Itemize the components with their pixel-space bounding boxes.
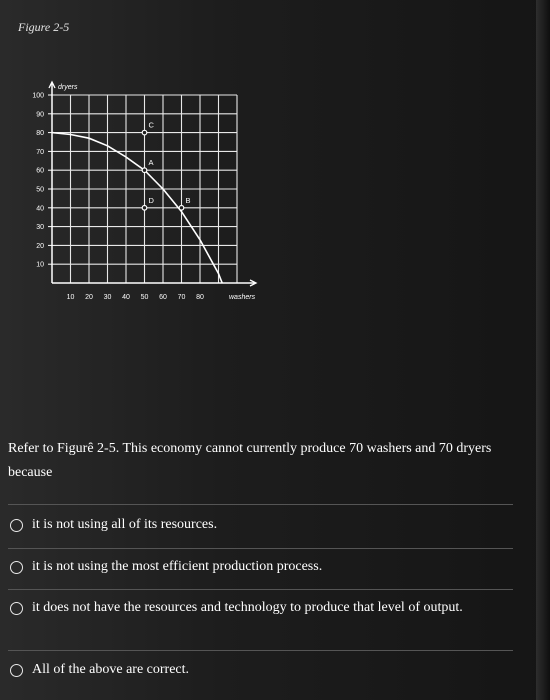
divider — [8, 589, 513, 590]
point-marker — [142, 168, 147, 173]
point-marker — [179, 206, 184, 211]
y-tick-label: 80 — [36, 130, 44, 138]
y-tick-label: 90 — [36, 111, 44, 119]
x-tick-label: 20 — [85, 294, 93, 301]
x-tick-label: 70 — [177, 294, 186, 301]
point-label: A — [148, 158, 154, 168]
x-axis-label: washers — [229, 294, 256, 301]
y-tick-label: 100 — [32, 92, 44, 100]
divider — [8, 504, 513, 505]
answer-option-label: it does not have the resources and technology to produce that level of output. — [32, 600, 463, 615]
divider — [8, 650, 513, 651]
answer-option-label: it is not using the most efficient production process. — [32, 559, 323, 574]
x-tick-label: 30 — [103, 294, 112, 301]
question-text: Refer to Figurȇ 2-5. This economy cannot currently produce 70 washers and 70 dryers because — [8, 441, 492, 480]
x-tick-label: 50 — [140, 294, 149, 301]
point-marker — [142, 206, 147, 211]
radio-button[interactable] — [10, 561, 23, 574]
x-tick-label: 40 — [122, 294, 130, 301]
answer-option-4[interactable] — [10, 660, 500, 680]
radio-button[interactable] — [10, 664, 23, 677]
divider — [8, 548, 513, 549]
answer-option-3[interactable] — [10, 598, 480, 618]
point-label: C — [148, 120, 154, 130]
y-tick-label: 50 — [36, 186, 44, 194]
x-tick-label: 10 — [66, 294, 75, 301]
point-label: B — [185, 195, 191, 205]
y-tick-label: 60 — [36, 167, 44, 175]
x-tick-label: 80 — [196, 294, 204, 301]
y-tick-label: 10 — [36, 261, 44, 269]
y-tick-label: 40 — [36, 205, 44, 213]
answer-option-label: it is not using all of its resources. — [32, 517, 218, 532]
ppf-chart — [0, 0, 550, 320]
answer-option-2[interactable] — [10, 557, 500, 577]
x-tick-label: 60 — [159, 294, 167, 301]
y-axis-label: dryers — [58, 84, 78, 91]
y-tick-label: 30 — [36, 224, 44, 232]
answer-option-1[interactable] — [10, 515, 500, 535]
answer-option-label: All of the above are correct. — [32, 662, 190, 677]
radio-button[interactable] — [10, 602, 23, 615]
y-tick-label: 20 — [36, 242, 44, 250]
radio-button[interactable] — [10, 519, 23, 532]
y-tick-label: 70 — [36, 148, 44, 156]
point-label: D — [148, 195, 154, 205]
figure-label: Figure 2-5 — [18, 20, 70, 34]
point-marker — [142, 130, 147, 135]
